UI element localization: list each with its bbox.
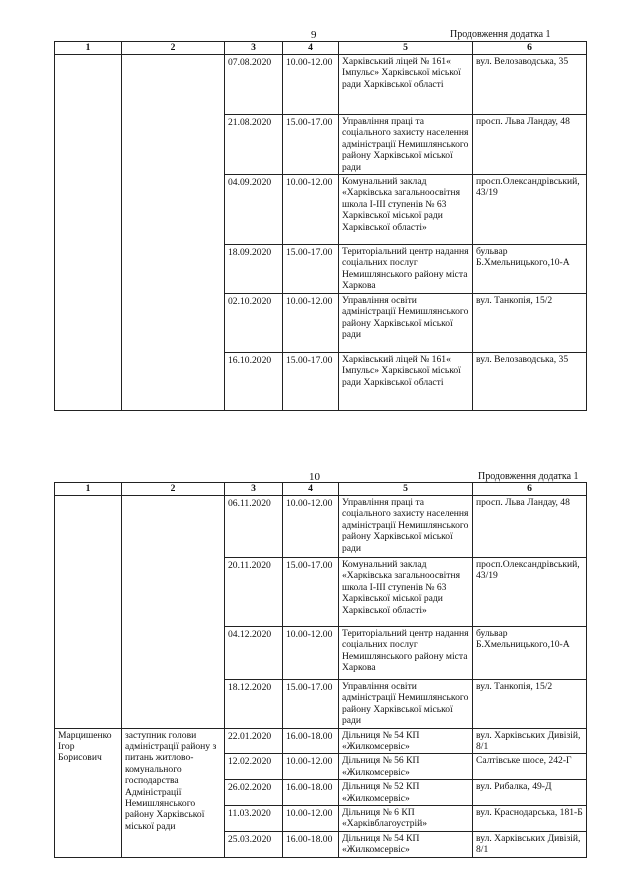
official-name-cell: Марцишенко Ігор Борисович	[55, 728, 122, 857]
date-cell: 21.08.2020	[225, 115, 283, 175]
column-header: 2	[122, 42, 225, 55]
venue-cell: Дільниця № 52 КП «Жилкомсервіс»	[339, 780, 473, 806]
address-cell: вул. Велозаводська, 35	[473, 353, 587, 411]
date-cell: 12.02.2020	[225, 754, 283, 780]
time-cell: 10.00-12.00	[283, 806, 339, 832]
date-cell: 18.12.2020	[225, 680, 283, 729]
venue-cell: Управління праці та соціального захисту населення адміністрації Немишлянського району Харківської міської ради	[339, 496, 473, 558]
time-cell: 16.00-18.00	[283, 831, 339, 857]
column-header: 3	[225, 483, 283, 496]
time-cell: 10.00-12.00	[283, 55, 339, 115]
venue-cell: Управління праці та соціального захисту населення адміністрації Немишлянського району Харківської міської ради	[339, 115, 473, 175]
time-cell: 16.00-18.00	[283, 728, 339, 754]
column-header: 6	[473, 42, 587, 55]
column-header: 5	[339, 483, 473, 496]
address-cell: просп.Олександрівський, 43/19	[473, 558, 587, 627]
venue-cell: Харківський ліцей № 161« Імпульс» Харківської міської ради Харківської області	[339, 353, 473, 411]
time-cell: 15.00-17.00	[283, 245, 339, 294]
table-header-row	[55, 483, 587, 496]
schedule-table	[54, 41, 587, 411]
date-cell: 02.10.2020	[225, 294, 283, 353]
time-cell: 15.00-17.00	[283, 558, 339, 627]
date-cell: 18.09.2020	[225, 245, 283, 294]
column-header: 1	[55, 42, 122, 55]
address-cell: вул. Краснодарська, 181-Б	[473, 806, 587, 832]
empty-cell	[122, 55, 225, 411]
date-cell: 16.10.2020	[225, 353, 283, 411]
address-cell: бульвар Б.Хмельницького,10-А	[473, 627, 587, 680]
address-cell: просп. Льва Ландау, 48	[473, 115, 587, 175]
time-cell: 10.00-12.00	[283, 754, 339, 780]
venue-cell: Дільниця № 6 КП «Харківблагоустрій»	[339, 806, 473, 832]
page-number: 10	[309, 471, 320, 483]
table-row	[55, 728, 587, 754]
address-cell: вул. Танкопія, 15/2	[473, 680, 587, 729]
venue-cell: Дільниця № 54 КП «Жилкомсервіс»	[339, 728, 473, 754]
date-cell: 06.11.2020	[225, 496, 283, 558]
continuation-note: Продовження додатка 1	[450, 29, 551, 40]
venue-cell: Управління освіти адміністрації Немишлянського району Харківської міської ради	[339, 294, 473, 353]
venue-cell: Комунальний заклад «Харківська загальноосвітня школа І-ІІІ ступенів № 63 Харківської міської ради Харківської області»	[339, 558, 473, 627]
time-cell: 15.00-17.00	[283, 115, 339, 175]
page-number: 9	[311, 29, 317, 41]
venue-cell: Харківський ліцей № 161« Імпульс» Харківської міської ради Харківської області	[339, 55, 473, 115]
venue-cell: Територіальний центр надання соціальних послуг Немишлянського району міста Харкова	[339, 245, 473, 294]
schedule-table	[54, 482, 587, 858]
table-row	[55, 496, 587, 558]
column-header: 2	[122, 483, 225, 496]
column-header: 4	[283, 483, 339, 496]
time-cell: 10.00-12.00	[283, 496, 339, 558]
venue-cell: Дільниця № 54 КП «Жилкомсервіс»	[339, 831, 473, 857]
date-cell: 07.08.2020	[225, 55, 283, 115]
address-cell: вул. Велозаводська, 35	[473, 55, 587, 115]
date-cell: 26.02.2020	[225, 780, 283, 806]
continuation-note: Продовження додатка 1	[478, 471, 579, 482]
column-header: 5	[339, 42, 473, 55]
column-header: 6	[473, 483, 587, 496]
table-row	[55, 55, 587, 115]
address-cell: вул. Рибалка, 49-Д	[473, 780, 587, 806]
table-header-row	[55, 42, 587, 55]
column-header: 1	[55, 483, 122, 496]
address-cell: просп. Льва Ландау, 48	[473, 496, 587, 558]
venue-cell: Комунальний заклад «Харківська загальноосвітня школа І-ІІІ ступенів № 63 Харківської міської ради Харківської області»	[339, 175, 473, 245]
venue-cell: Дільниця № 56 КП «Жилкомсервіс»	[339, 754, 473, 780]
address-cell: бульвар Б.Хмельницького,10-А	[473, 245, 587, 294]
time-cell: 10.00-12.00	[283, 294, 339, 353]
empty-cell	[55, 496, 122, 729]
column-header: 3	[225, 42, 283, 55]
time-cell: 10.00-12.00	[283, 627, 339, 680]
time-cell: 15.00-17.00	[283, 680, 339, 729]
date-cell: 04.09.2020	[225, 175, 283, 245]
column-header: 4	[283, 42, 339, 55]
empty-cell	[55, 55, 122, 411]
time-cell: 16.00-18.00	[283, 780, 339, 806]
address-cell: Салтівське шосе, 242-Г	[473, 754, 587, 780]
date-cell: 20.11.2020	[225, 558, 283, 627]
date-cell: 04.12.2020	[225, 627, 283, 680]
empty-cell	[122, 496, 225, 729]
venue-cell: Територіальний центр надання соціальних послуг Немишлянського району міста Харкова	[339, 627, 473, 680]
address-cell: вул. Харківських Дивізій, 8/1	[473, 728, 587, 754]
address-cell: просп.Олександрівський, 43/19	[473, 175, 587, 245]
date-cell: 25.03.2020	[225, 831, 283, 857]
time-cell: 15.00-17.00	[283, 353, 339, 411]
time-cell: 10.00-12.00	[283, 175, 339, 245]
address-cell: вул. Танкопія, 15/2	[473, 294, 587, 353]
date-cell: 22.01.2020	[225, 728, 283, 754]
official-position-cell: заступник голови адміністрації району з питань житлово-комунального господарства Адміністрації Немишлянського району Харківської міської ради	[122, 728, 225, 857]
date-cell: 11.03.2020	[225, 806, 283, 832]
address-cell: вул. Харківських Дивізій, 8/1	[473, 831, 587, 857]
venue-cell: Управління освіти адміністрації Немишлянського району Харківської міської ради	[339, 680, 473, 729]
